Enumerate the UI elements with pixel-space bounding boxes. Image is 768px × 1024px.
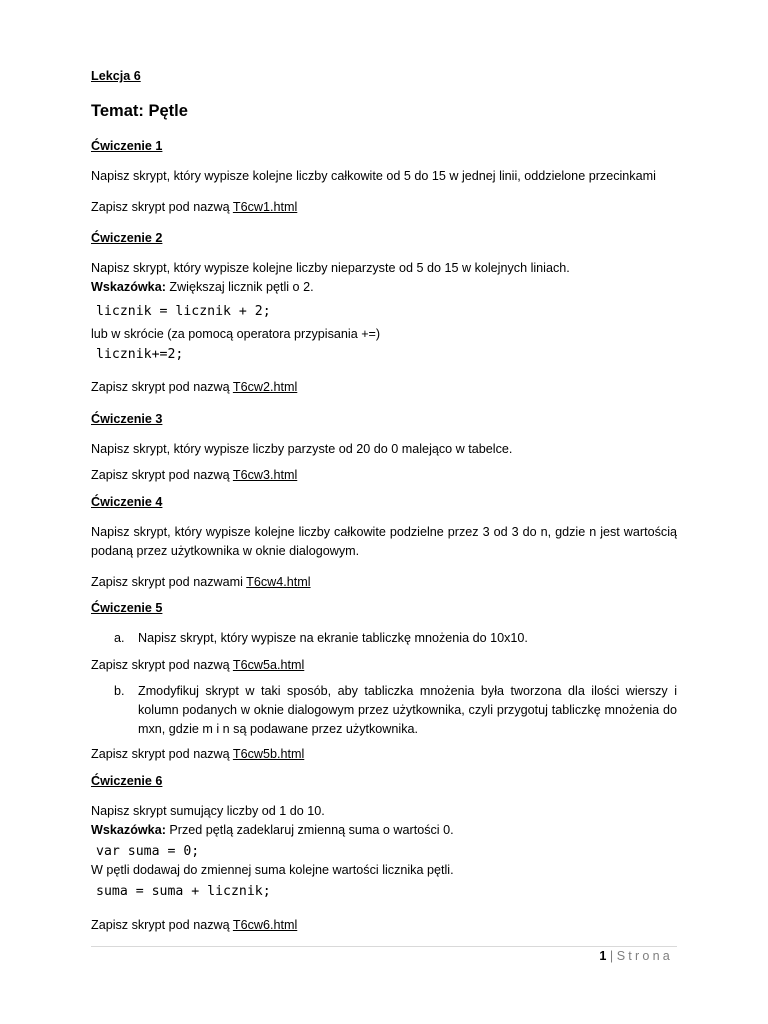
save-instruction: Zapisz skrypt pod nazwą <box>91 468 233 482</box>
exercise-2-heading: Ćwiczenie 2 <box>91 231 163 245</box>
exercise-6-task: Napisz skrypt sumujący liczby od 1 do 10. <box>91 804 325 818</box>
exercise-3-task: Napisz skrypt, który wypisze liczby parzyste od 20 do 0 malejąco w tabelce. <box>91 442 513 456</box>
hint-text: Przed pętlą zadeklaruj zmienną suma o wartości 0. <box>165 823 454 837</box>
exercise-2-save <box>91 378 677 397</box>
save-instruction: Zapisz skrypt pod nazwą <box>91 747 233 761</box>
save-instruction: Zapisz skrypt pod nazwami <box>91 575 247 589</box>
exercise-2-task: Napisz skrypt, który wypisze kolejne liczby nieparzyste od 5 do 15 w kolejnych liniach. <box>91 261 570 275</box>
exercise-5b-save <box>91 745 677 764</box>
exercise-4-task: Napisz skrypt, który wypisze kolejne liczby całkowite podzielne przez 3 od 3 do n, gdzie n jest wartością podaną przez użytkownika w oknie dialogowym. <box>91 525 677 558</box>
list-marker: b. <box>114 684 125 698</box>
exercise-5-heading: Ćwiczenie 5 <box>91 601 163 615</box>
lesson-label: Lekcja 6 <box>91 69 141 83</box>
list-item-text: Napisz skrypt, który wypisze na ekranie tabliczkę mnożenia do 10x10. <box>138 631 528 645</box>
save-instruction: Zapisz skrypt pod nazwą <box>91 658 233 672</box>
exercise-1-save <box>91 198 677 217</box>
save-instruction: Zapisz skrypt pod nazwą <box>91 918 233 932</box>
hint-label: Wskazówka: <box>91 823 166 837</box>
page-footer <box>599 948 673 964</box>
file-name: T6cw5b.html <box>232 747 305 761</box>
list-item-text: Zmodyfikuj skrypt w taki sposób, aby tabliczka mnożenia była tworzona dla ilości wierszy i kolumn podanych w oknie dialogowym przez użytkownika, czyli przygotuj tabliczkę mnożenia do mxn, gdzie m i n są podawane przez użytkownika. <box>138 684 677 736</box>
file-name: T6cw3.html <box>232 468 298 482</box>
exercise-2-code-1: licznik = licznik + 2; <box>96 304 271 319</box>
exercise-2-hint <box>91 278 677 297</box>
exercise-6-heading: Ćwiczenie 6 <box>91 774 163 788</box>
exercise-3-heading: Ćwiczenie 3 <box>91 412 163 426</box>
file-name: T6cw1.html <box>232 200 298 214</box>
topic-title: Temat: Pętle <box>91 102 188 120</box>
hint-text: Zwiększaj licznik pętli o 2. <box>165 280 314 294</box>
save-instruction: Zapisz skrypt pod nazwą <box>91 380 233 394</box>
exercise-6-code-1: var suma = 0; <box>96 844 200 859</box>
exercise-2-alt: lub w skrócie (za pomocą operatora przypisania +=) <box>91 327 381 341</box>
file-name: T6cw5a.html <box>232 658 305 672</box>
hint-label: Wskazówka: <box>91 280 166 294</box>
file-name: T6cw2.html <box>232 380 298 394</box>
exercise-4-save <box>91 573 677 592</box>
exercise-5-item-b <box>91 682 677 739</box>
page-number: 1 <box>599 949 607 963</box>
save-instruction: Zapisz skrypt pod nazwą <box>91 200 233 214</box>
exercise-3-save <box>91 466 677 485</box>
exercise-6-hint <box>91 821 677 840</box>
exercise-1-heading: Ćwiczenie 1 <box>91 139 163 153</box>
exercise-1-task: Napisz skrypt, który wypisze kolejne liczby całkowite od 5 do 15 w jednej linii, oddzielone przecinkami <box>91 169 656 183</box>
list-marker: a. <box>114 631 125 645</box>
exercise-5a-save <box>91 656 677 675</box>
footer-separator: | <box>606 949 617 963</box>
exercise-2-code-2: licznik+=2; <box>96 347 184 362</box>
exercise-6-save <box>91 916 677 935</box>
exercise-6-alt: W pętli dodawaj do zmiennej suma kolejne wartości licznika pętli. <box>91 863 454 877</box>
page-word: Strona <box>616 949 673 963</box>
exercise-5-item-a <box>91 629 677 648</box>
file-name: T6cw6.html <box>232 918 298 932</box>
footer-divider <box>91 946 677 947</box>
file-name: T6cw4.html <box>246 575 311 589</box>
exercise-4-heading: Ćwiczenie 4 <box>91 495 163 509</box>
exercise-6-code-2: suma = suma + licznik; <box>96 884 271 899</box>
